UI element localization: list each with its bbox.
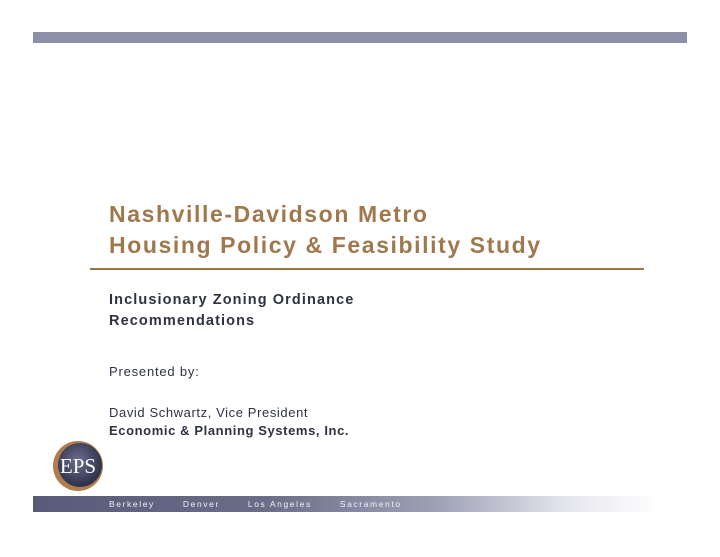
footer-city: Sacramento [339,499,402,509]
footer-cities [109,496,430,512]
eps-logo-icon [52,440,104,492]
footer-city: Los Angeles [247,499,312,509]
title-line-2: Housing Policy & Feasibility Study [109,232,542,258]
subtitle-line-2: Recommendations [109,313,256,329]
subtitle-line-1: Inclusionary Zoning Ordinance [109,292,355,308]
presented-by-label: Presented by: [109,364,200,379]
slide-title [109,199,542,261]
logo-text: EPS [59,454,97,478]
company-name: Economic & Planning Systems, Inc. [109,423,350,438]
presenter-name: David Schwartz, Vice President [109,405,309,420]
footer-city: Berkeley [109,499,155,509]
title-line-1: Nashville-Davidson Metro [109,201,429,227]
slide-subtitle [109,290,354,332]
footer-city: Denver [182,499,220,509]
title-divider [90,268,644,270]
top-decorative-bar [33,32,687,43]
